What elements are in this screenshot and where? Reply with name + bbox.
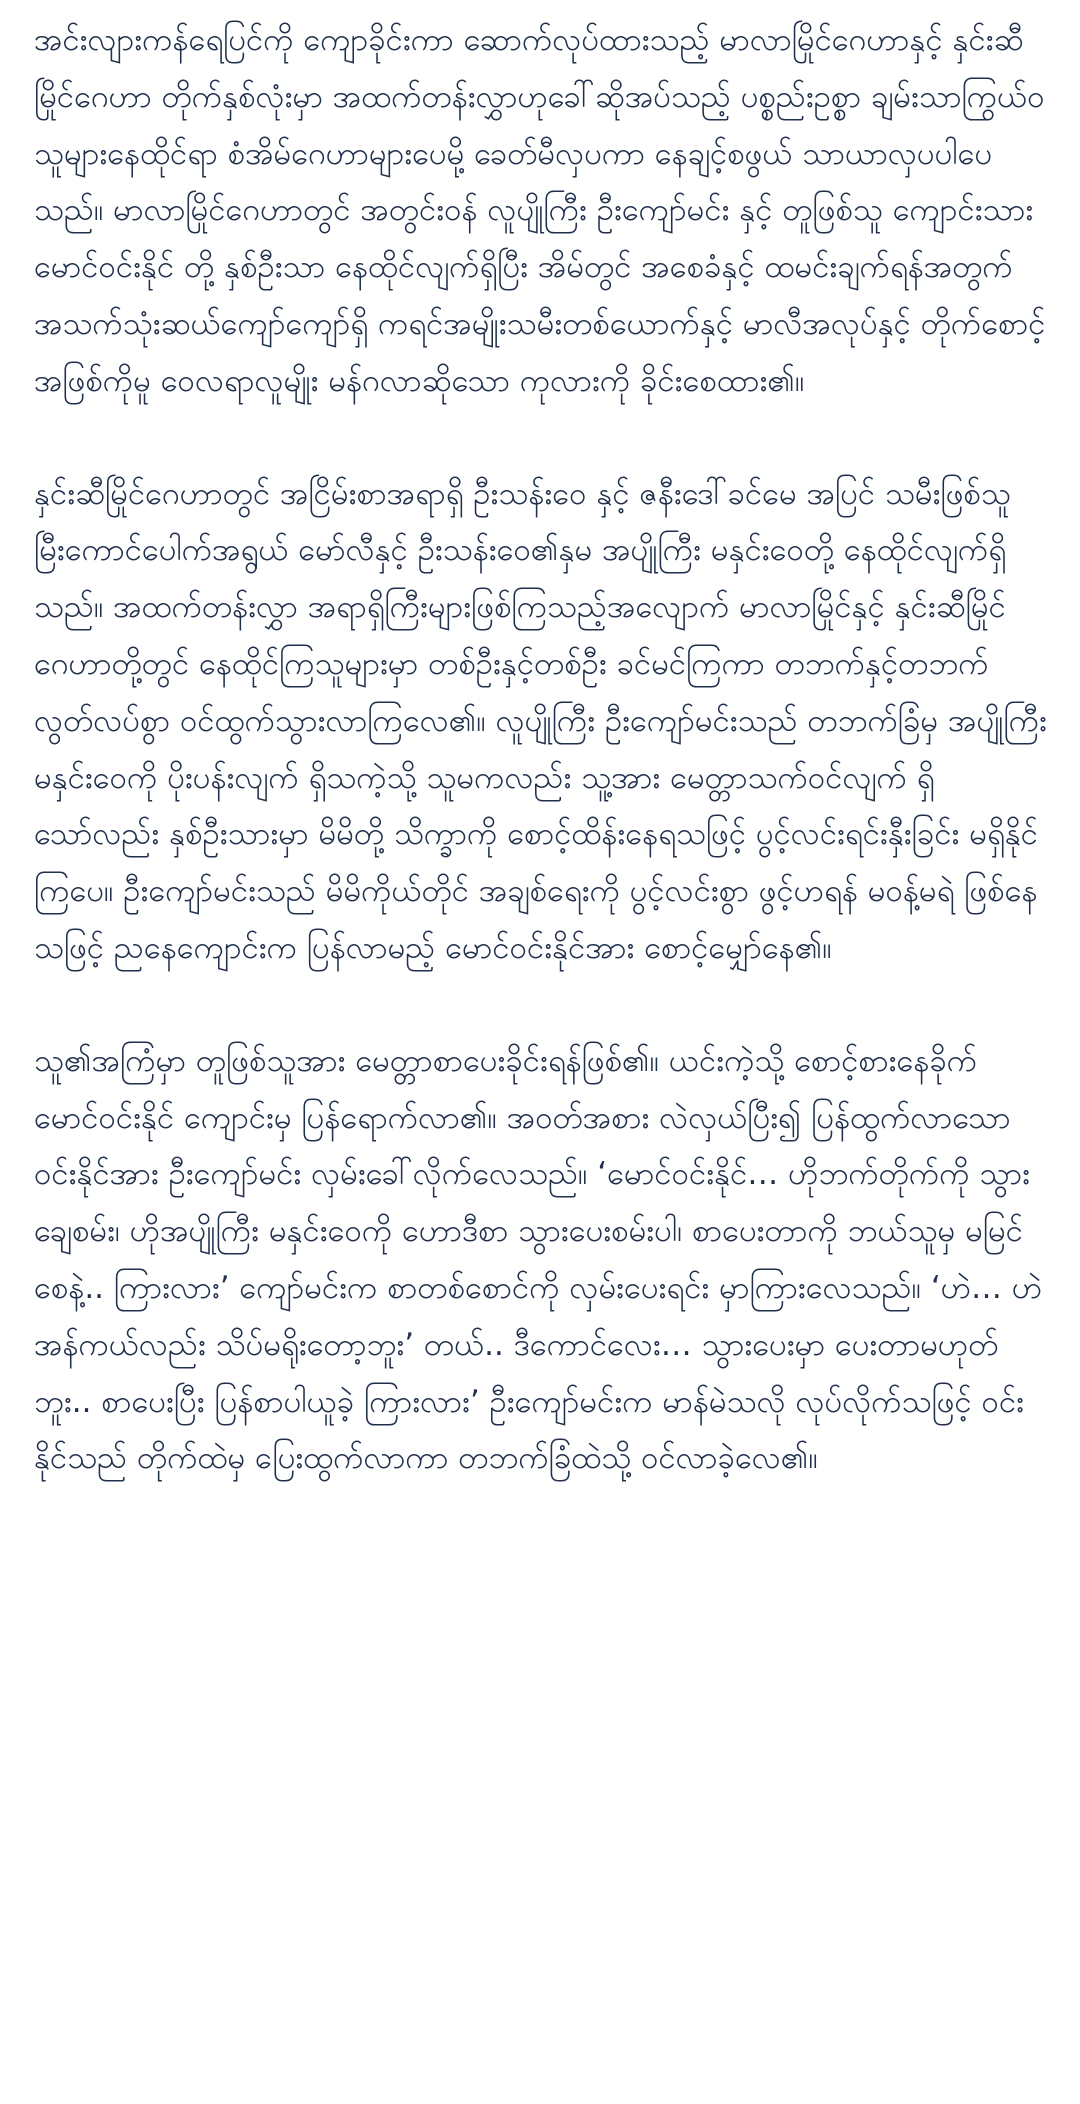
article-body xyxy=(34,12,1050,1487)
paragraph-3: သူ၏အကြံမှာ တူဖြစ်သူအား မေတ္တာစာပေးခိုင်းရန်ဖြစ်၏။ ယင်းကဲ့သို့ စောင့်စားနေခိုက် မောင်ဝင်းနိုင် ကျောင်းမှ ပြန်ရောက်လာ၏။ အဝတ်အစား လဲလှယ်ပြီး၍ ပြန်ထွက်လာသော ဝင်းနိုင်အား ဦးကျော်မင်း လှမ်းခေါ်လိုက်လေသည်။ ‘မောင်ဝင်းနိုင်… ဟိုဘက်တိုက်ကို သွားချေစမ်း၊ ဟိုအပျိုကြီး မနှင်းဝေကို ဟောဒီစာ သွားပေးစမ်းပါ၊ စာပေးတာကို ဘယ်သူမှ မမြင်စေနဲ့.. ကြားလား’ ကျော်မင်းက စာတစ်စောင်ကို လှမ်းပေးရင်း မှာကြားလေသည်။ ‘ဟဲ… ဟဲ အန်ကယ်လည်း သိပ်မရိုးတော့ဘူး’ တယ်.. ဒီကောင်လေး… သွားပေးမှာ ပေးတာမဟုတ်ဘူး.. စာပေးပြီး ပြန်စာပါယူခဲ့ ကြားလား’ ဦးကျော်မင်းက မာန်မဲသလို လုပ်လိုက်သဖြင့် ဝင်းနိုင်သည် တိုက်ထဲမှ ပြေးထွက်လာကာ တဘက်ခြံထဲသို့ ဝင်လာခဲ့လေ၏။ xyxy=(34,1042,1043,1477)
paragraph-1: အင်းလျားကန်ရေပြင်ကို ကျောခိုင်းကာ ဆောက်လုပ်ထားသည့် မာလာမြိုင်ဂေဟာနှင့် နှင်းဆီမြိုင်ဂေဟာ တိုက်နှစ်လုံးမှာ အထက်တန်းလွှာဟုခေါ်ဆိုအပ်သည့် ပစ္စည်းဥစ္စာ ချမ်းသာကြွယ်ဝသူများနေထိုင်ရာ စံအိမ်ဂေဟာများပေမို့ ခေတ်မီလှပကာ နေချင့်စဖွယ် သာယာလှပပါပေသည်။ မာလာမြိုင်ဂေဟာတွင် အတွင်းဝန် လူပျိုကြီး ဦးကျော်မင်း နှင့် တူဖြစ်သူ ကျောင်းသား မောင်ဝင်းနိုင် တို့ နှစ်ဦးသာ နေထိုင်လျက်ရှိပြီး အိမ်တွင် အစေခံနှင့် ထမင်းချက်ရန်အတွက် အသက်သုံးဆယ်ကျော်ကျော်ရှိ ကရင်အမျိုးသမီးတစ်ယောက်နှင့် မာလီအလုပ်နှင့် တိုက်စောင့်အဖြစ်ကိုမူ ဝေလရာလူမျိုး မန်ဂလာဆိုသော ကုလားကို ခိုင်းစေထား၏။ xyxy=(34,22,1046,399)
paragraph-2: နှင်းဆီမြိုင်ဂေဟာတွင် အငြိမ်းစာအရာရှိ ဦးသန်းဝေ နှင့် ဇနီးဒေါ်ခင်မေ အပြင် သမီးဖြစ်သူ မြီးကောင်ပေါက်အရွယ် မော်လီနှင့် ဦးသန်းဝေ၏နှမ အပျိုကြီး မနှင်းဝေတို့ နေထိုင်လျက်ရှိသည်။ အထက်တန်းလွှာ အရာရှိကြီးများဖြစ်ကြသည့်အလျောက် မာလာမြိုင်နှင့် နှင်းဆီမြိုင်ဂေဟာတို့တွင် နေထိုင်ကြသူများမှာ တစ်ဦးနှင့်တစ်ဦး ခင်မင်ကြကာ တဘက်နှင့်တဘက် လွတ်လပ်စွာ ဝင်ထွက်သွားလာကြလေ၏။ လူပျိုကြီး ဦးကျော်မင်းသည် တဘက်ခြံမှ အပျိုကြီး မနှင်းဝေကို ပိုးပန်းလျက် ရှိသကဲ့သို့ သူမကလည်း သူ့အား မေတ္တာသက်ဝင်လျက် ရှိသော်လည်း နှစ်ဦးသားမှာ မိမိတို့ သိက္ခာကို စောင့်ထိန်းနေရသဖြင့် ပွင့်လင်းရင်းနှီးခြင်း မရှိနိုင်ကြပေ။ ဦးကျော်မင်းသည် မိမိကိုယ်တိုင် အချစ်ရေးကို ပွင့်လင်းစွာ ဖွင့်ဟရန် မဝန့်မရဲ ဖြစ်နေသဖြင့် ညနေကျောင်းက ပြန်လာမည့် မောင်ဝင်းနိုင်အား စောင့်မျှော်နေ၏။ xyxy=(34,475,1047,966)
